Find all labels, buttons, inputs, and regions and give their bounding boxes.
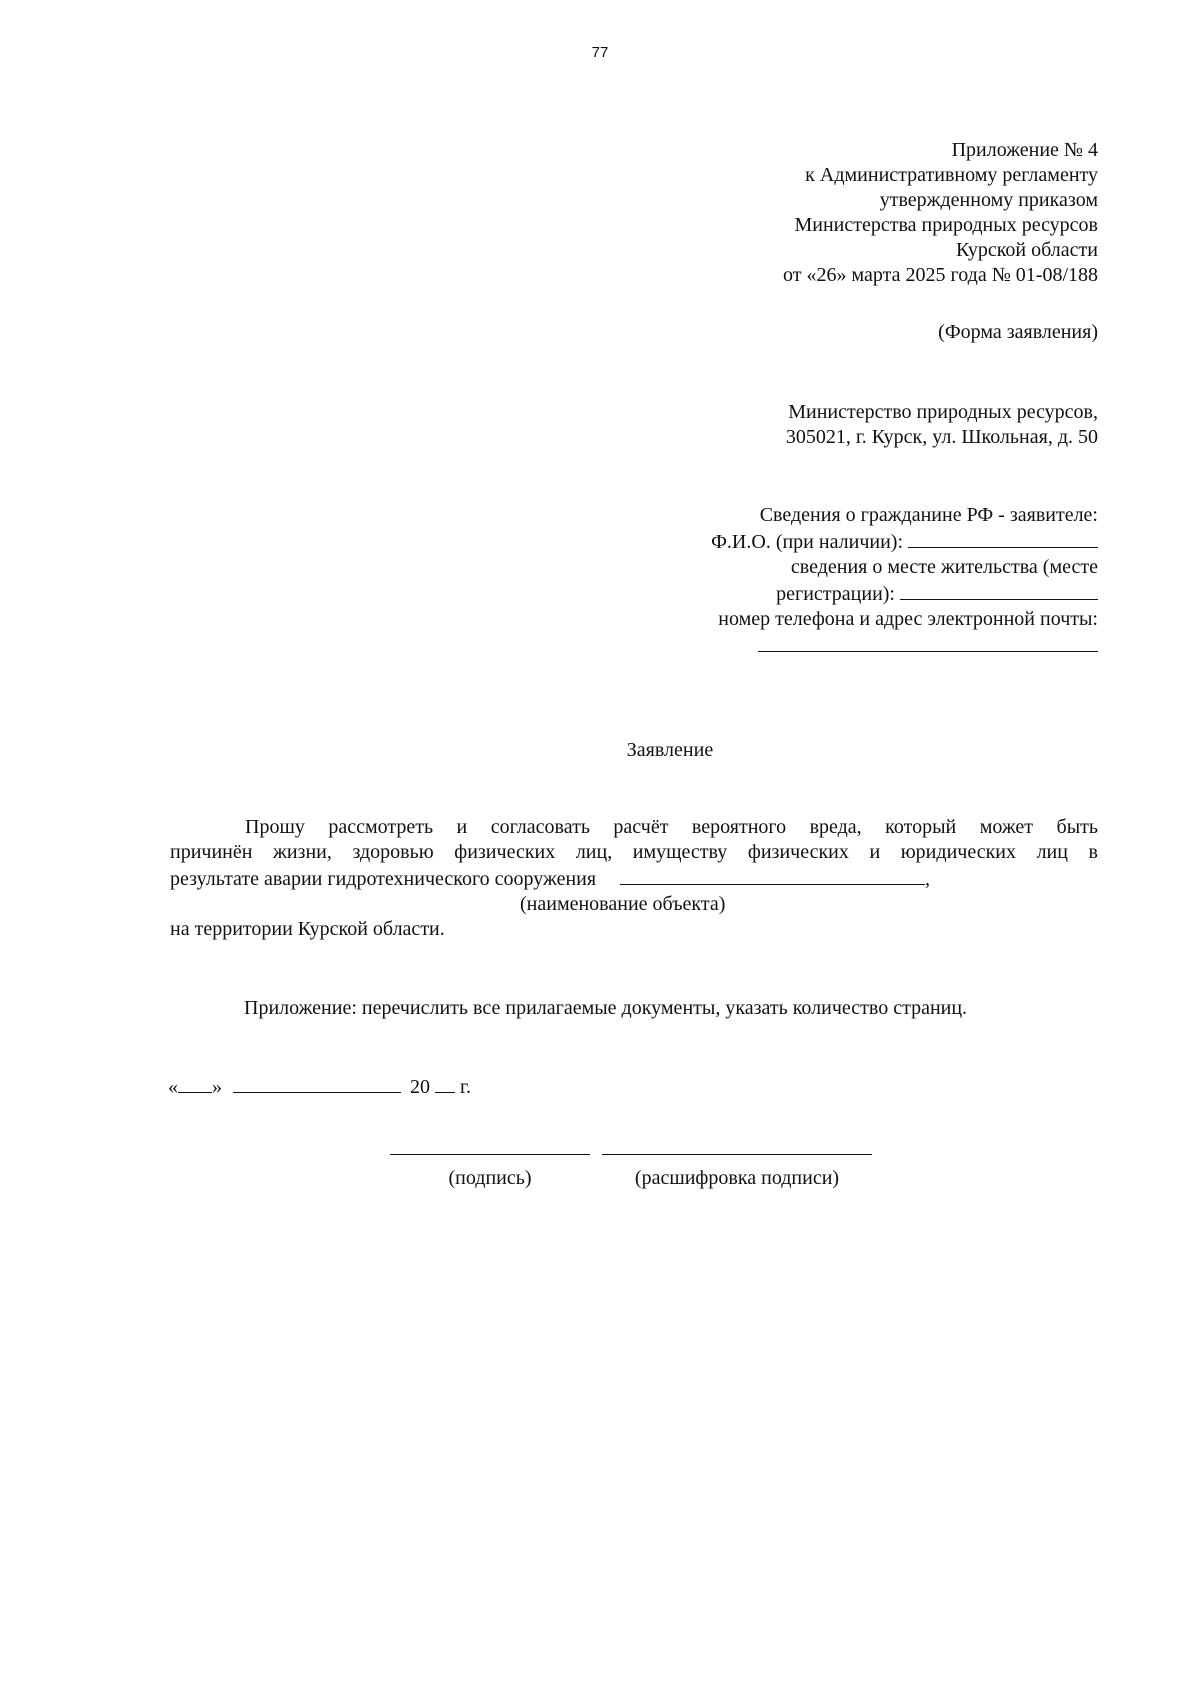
month-field[interactable] bbox=[233, 1073, 401, 1093]
residence-row bbox=[711, 580, 1098, 607]
date-close-quote: » bbox=[212, 1076, 222, 1098]
addressee-line: 305021, г. Курск, ул. Школьная, д. 50 bbox=[785, 426, 1098, 448]
date-row bbox=[168, 1073, 471, 1100]
addressee-line: Министерство природных ресурсов, bbox=[788, 401, 1098, 423]
form-label: (Форма заявления) bbox=[938, 321, 1098, 343]
appendix-line: Курской области bbox=[956, 239, 1098, 261]
contacts-row bbox=[711, 632, 1098, 657]
attachment-note: Приложение: перечислить все прилагаемые документы, указать количество страниц. bbox=[244, 997, 968, 1019]
appendix-header bbox=[783, 138, 1098, 288]
decoding-caption: (расшифровка подписи) bbox=[634, 1167, 840, 1189]
fio-field[interactable] bbox=[908, 528, 1098, 548]
body-line: результате аварии гидротехнического сооружения bbox=[170, 868, 597, 890]
page-number: 77 bbox=[591, 44, 609, 61]
date-open-quote: « bbox=[168, 1076, 178, 1098]
fio-label: Ф.И.О. (при наличии): bbox=[711, 531, 903, 553]
year-suffix: г. bbox=[460, 1076, 471, 1098]
appendix-line: утвержденному приказом bbox=[879, 189, 1098, 211]
residence-field[interactable] bbox=[900, 580, 1098, 600]
appendix-line: к Административному регламенту bbox=[805, 164, 1098, 186]
day-field[interactable] bbox=[178, 1073, 212, 1093]
applicant-block bbox=[711, 503, 1098, 657]
body-line-object bbox=[170, 865, 1098, 892]
request-body bbox=[170, 815, 1098, 942]
appendix-line: от «26» марта 2025 года № 01-08/188 bbox=[783, 264, 1098, 286]
body-line: причинён жизни, здоровью физических лиц, имуществу физических и юридических лиц в bbox=[170, 841, 1098, 863]
year-prefix: 20 bbox=[410, 1076, 430, 1098]
contacts-field[interactable] bbox=[758, 632, 1098, 652]
signature-caption: (подпись) bbox=[448, 1167, 532, 1189]
residence-label: сведения о месте жительства (месте bbox=[790, 556, 1098, 578]
object-name-field[interactable] bbox=[620, 865, 925, 885]
signature-line[interactable] bbox=[390, 1153, 590, 1155]
contacts-label: номер телефона и адрес электронной почты: bbox=[718, 608, 1098, 630]
appendix-line: Министерства природных ресурсов bbox=[794, 214, 1098, 236]
year-field[interactable] bbox=[435, 1073, 455, 1093]
comma: , bbox=[925, 868, 931, 890]
addressee-block bbox=[786, 400, 1098, 450]
applicant-heading: Сведения о гражданине РФ - заявителе: bbox=[759, 504, 1098, 526]
body-line: на территории Курской области. bbox=[170, 918, 445, 940]
appendix-line: Приложение № 4 bbox=[951, 139, 1098, 161]
signature-decoding-line[interactable] bbox=[602, 1153, 872, 1155]
residence-label-cont: регистрации): bbox=[776, 583, 895, 605]
body-line: Прошу рассмотреть и согласовать расчёт вероятного вреда, который может быть bbox=[245, 816, 1098, 838]
object-caption: (наименование объекта) bbox=[520, 893, 726, 915]
fio-row bbox=[711, 528, 1098, 555]
document-title: Заявление bbox=[626, 739, 714, 761]
